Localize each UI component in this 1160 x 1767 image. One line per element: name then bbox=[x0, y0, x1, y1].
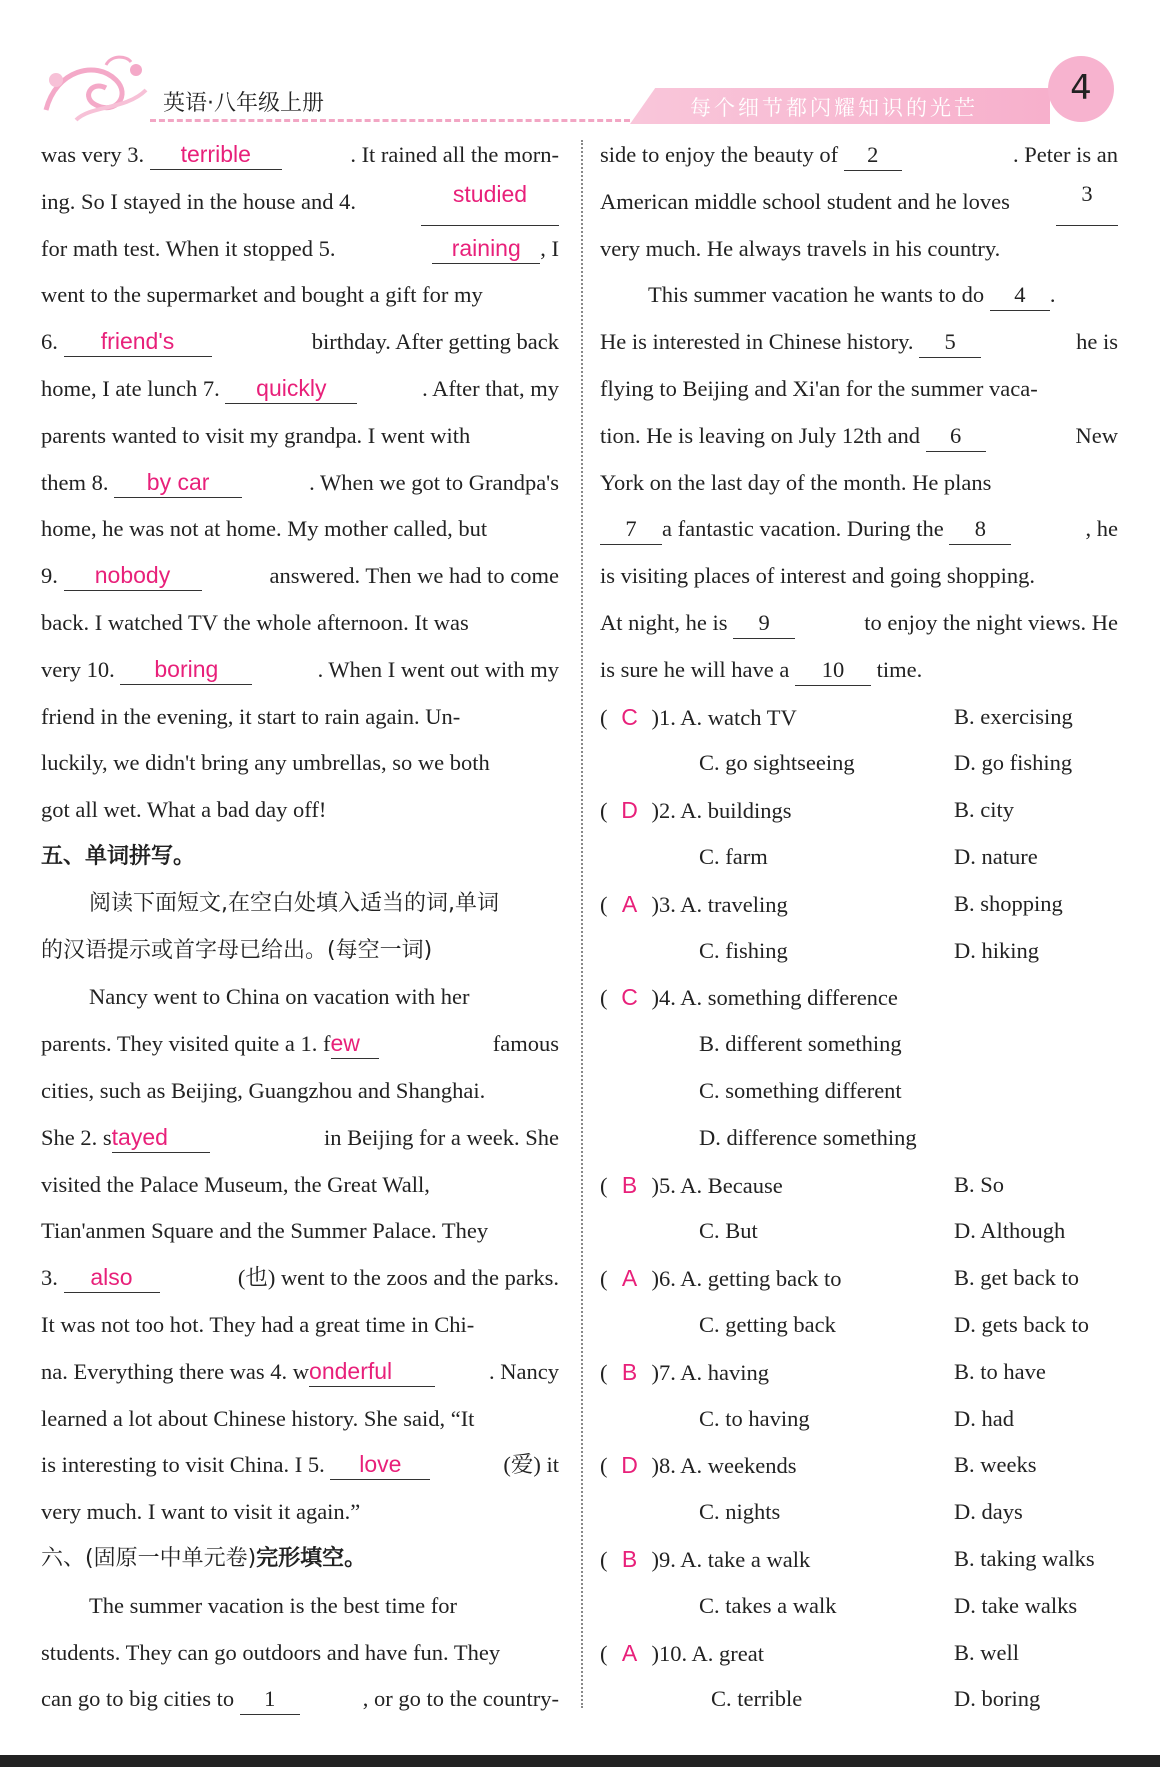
option-c: C. fishing bbox=[699, 937, 788, 963]
cloze-blank-8: 8 bbox=[949, 514, 1011, 545]
text-line: na. Everything there was 4. wonderful . Nancy bbox=[41, 1349, 559, 1396]
question-option-row bbox=[600, 1115, 1118, 1162]
text-line: was very 3. terrible . It rained all the morn- bbox=[41, 132, 559, 179]
close-paren: ) bbox=[651, 704, 659, 730]
option-c: C. farm bbox=[699, 843, 768, 869]
cloze-blank-7: 7 bbox=[600, 514, 662, 545]
option-a: A. Because bbox=[680, 1172, 783, 1198]
option-d: D. days bbox=[954, 1499, 1023, 1525]
text-line: back. I watched TV the whole afternoon. It was bbox=[41, 609, 469, 635]
option-a: A. take a walk bbox=[680, 1546, 811, 1572]
column-divider bbox=[581, 140, 583, 1708]
spelling-answer-3: also bbox=[64, 1262, 160, 1293]
question-number: 9. bbox=[659, 1546, 676, 1572]
question-answer: D bbox=[621, 1452, 638, 1479]
question-number: 7. bbox=[659, 1359, 676, 1385]
text-line: 9. nobody answered. Then we had to come bbox=[41, 553, 559, 600]
option-c: C. nights bbox=[699, 1499, 781, 1525]
close-paren: ) bbox=[651, 1453, 659, 1479]
question-option-row bbox=[600, 928, 1118, 975]
spelling-answer-4: onderful bbox=[309, 1356, 435, 1387]
text-line: is interesting to visit China. I 5. love (爱) it bbox=[41, 1442, 559, 1489]
question-answer: A bbox=[621, 1639, 638, 1666]
option-d: D. boring bbox=[954, 1686, 1041, 1712]
close-paren: ) bbox=[651, 1266, 659, 1292]
question-answer: B bbox=[621, 1171, 638, 1198]
text-line: very 10. boring . When I went out with my bbox=[41, 647, 559, 694]
option-b: B. shopping bbox=[954, 890, 1063, 916]
question-option-row bbox=[600, 1302, 1118, 1349]
option-a: A. buildings bbox=[680, 798, 792, 824]
open-paren: ( bbox=[600, 1640, 608, 1666]
option-a: A. getting back to bbox=[680, 1266, 842, 1292]
answer-blank-8: by car bbox=[114, 467, 242, 498]
option-d: D. difference something bbox=[699, 1124, 917, 1150]
text-line: American middle school student and he loves 3 bbox=[600, 179, 1118, 226]
answer-blank-6: friend's bbox=[64, 326, 212, 357]
question-row bbox=[600, 787, 1118, 834]
text-line: 7 a fantastic vacation. During the 8 , he bbox=[600, 506, 1118, 553]
answer-blank-4: studied bbox=[421, 179, 559, 226]
text-line: luckily, we didn't bring any umbrellas, so we both bbox=[41, 750, 490, 776]
option-a: A. having bbox=[680, 1359, 770, 1385]
text-line: It was not too hot. They had a great time in Chi- bbox=[41, 1311, 475, 1337]
question-option-row bbox=[600, 1583, 1118, 1630]
text-line: can go to big cities to 1 , or go to the country- bbox=[41, 1676, 559, 1723]
text-line: very much. I want to visit it again.” bbox=[41, 1499, 361, 1525]
text-line: learned a lot about Chinese history. She said, “It bbox=[41, 1405, 475, 1431]
answer-blank-5: raining bbox=[432, 233, 540, 264]
option-b: B. taking walks bbox=[954, 1545, 1095, 1571]
cloze-blank-3: 3 bbox=[1056, 179, 1118, 226]
option-c: C. getting back bbox=[699, 1311, 836, 1337]
text-line: home, he was not at home. My mother called, but bbox=[41, 516, 488, 542]
cloze-blank-6: 6 bbox=[926, 421, 986, 452]
text-line: them 8. by car . When we got to Grandpa's bbox=[41, 460, 559, 507]
question-answer: B bbox=[621, 1358, 638, 1385]
option-c: C. takes a walk bbox=[699, 1592, 837, 1618]
option-a: A. traveling bbox=[680, 891, 788, 917]
close-paren: ) bbox=[651, 1359, 659, 1385]
answer-blank-10: boring bbox=[120, 654, 252, 685]
close-paren: ) bbox=[651, 798, 659, 824]
page-header bbox=[0, 0, 1160, 135]
option-d: D. nature bbox=[954, 843, 1038, 869]
close-paren: ) bbox=[651, 985, 659, 1011]
open-paren: ( bbox=[600, 1546, 608, 1572]
option-d: D. hiking bbox=[954, 937, 1040, 963]
option-b: B. get back to bbox=[954, 1265, 1079, 1291]
spelling-answer-1: ew bbox=[331, 1028, 379, 1059]
text-line: for math test. When it stopped 5. raining , I bbox=[41, 226, 559, 273]
option-b: B. weeks bbox=[954, 1452, 1037, 1478]
text-line: The summer vacation is the best time for bbox=[89, 1592, 458, 1618]
option-b: B. to have bbox=[954, 1358, 1046, 1384]
answer-blank-3: terrible bbox=[150, 139, 282, 170]
question-row bbox=[600, 1536, 1118, 1583]
question-number: 4. bbox=[659, 985, 676, 1011]
close-paren: ) bbox=[651, 1640, 659, 1666]
text-line: home, I ate lunch 7. quickly . After that, my bbox=[41, 366, 559, 413]
text-line: ing. So I stayed in the house and 4. studied bbox=[41, 179, 559, 226]
text-line: got all wet. What a bad day off! bbox=[41, 797, 327, 823]
text-line: is sure he will have a 10 time. bbox=[600, 647, 1118, 694]
option-a: A. weekends bbox=[680, 1453, 797, 1479]
close-paren: ) bbox=[651, 1546, 659, 1572]
book-subject: 英语·八年级上册 bbox=[163, 91, 324, 116]
option-a: A. something difference bbox=[680, 985, 898, 1011]
question-number: 2. bbox=[659, 798, 676, 824]
text-line: 3. also (也) went to the zoos and the parks. bbox=[41, 1255, 559, 1302]
text-line: parents. They visited quite a 1. few famous bbox=[41, 1021, 559, 1068]
question-number: 5. bbox=[659, 1172, 676, 1198]
text-line: side to enjoy the beauty of 2 . Peter is an bbox=[600, 132, 1118, 179]
floral-flourish-icon bbox=[36, 50, 156, 128]
open-paren: ( bbox=[600, 985, 608, 1011]
question-option-row bbox=[600, 740, 1118, 787]
option-d: D. gets back to bbox=[954, 1311, 1089, 1337]
text-line: students. They can go outdoors and have fun. They bbox=[41, 1639, 501, 1665]
spelling-answer-2: tayed bbox=[112, 1122, 210, 1153]
text-line: Tian'anmen Square and the Summer Palace. They bbox=[41, 1218, 489, 1244]
option-b: B. well bbox=[954, 1639, 1019, 1665]
text-line: cities, such as Beijing, Guangzhou and Shanghai. bbox=[41, 1077, 486, 1103]
option-c: C. something different bbox=[699, 1077, 902, 1103]
option-d: D. had bbox=[954, 1405, 1014, 1431]
answer-blank-9: nobody bbox=[64, 560, 202, 591]
question-row bbox=[600, 1162, 1118, 1209]
open-paren: ( bbox=[600, 1359, 608, 1385]
question-answer: B bbox=[621, 1545, 638, 1572]
header-dashed-line bbox=[150, 119, 630, 122]
option-b: B. different something bbox=[699, 1031, 902, 1057]
open-paren: ( bbox=[600, 1453, 608, 1479]
text-line: He is interested in Chinese history. 5 he is bbox=[600, 319, 1118, 366]
question-option-row bbox=[600, 1021, 1118, 1068]
option-d: D. go fishing bbox=[954, 750, 1073, 776]
question-option-row bbox=[600, 1676, 1118, 1723]
question-row bbox=[600, 1255, 1118, 1302]
question-number: 3. bbox=[659, 891, 676, 917]
right-column bbox=[600, 132, 1118, 1723]
text-line: Nancy went to China on vacation with her bbox=[89, 984, 470, 1010]
text-line: is visiting places of interest and going shopping. bbox=[600, 563, 1035, 589]
option-d: D. take walks bbox=[954, 1592, 1078, 1618]
question-row bbox=[600, 1630, 1118, 1677]
cloze-blank-9: 9 bbox=[733, 608, 795, 639]
cloze-blank-1: 1 bbox=[240, 1684, 300, 1715]
section-5-instruction: 阅读下面短文,在空白处填入适当的词,单词 bbox=[89, 890, 499, 916]
text-line: parents wanted to visit my grandpa. I went with bbox=[41, 422, 471, 448]
text-line: flying to Beijing and Xi'an for the summer vaca- bbox=[600, 375, 1038, 401]
question-row bbox=[600, 974, 1118, 1021]
text-line: visited the Palace Museum, the Great Wall, bbox=[41, 1171, 430, 1197]
cloze-blank-5: 5 bbox=[919, 327, 981, 358]
question-row bbox=[600, 1442, 1118, 1489]
text-line: At night, he is 9 to enjoy the night views. He bbox=[600, 600, 1118, 647]
question-number: 6. bbox=[659, 1266, 676, 1292]
text-line: She 2. stayed in Beijing for a week. She bbox=[41, 1115, 559, 1162]
question-number: 1. bbox=[659, 704, 676, 730]
option-c: C. But bbox=[699, 1218, 758, 1244]
text-line: friend in the evening, it start to rain again. Un- bbox=[41, 703, 461, 729]
close-paren: ) bbox=[651, 1172, 659, 1198]
question-row bbox=[600, 1349, 1118, 1396]
question-answer: D bbox=[621, 797, 638, 824]
text-line: 6. friend's birthday. After getting back bbox=[41, 319, 559, 366]
cloze-blank-10: 10 bbox=[795, 655, 871, 686]
cloze-blank-4: 4 bbox=[990, 280, 1050, 311]
open-paren: ( bbox=[600, 1266, 608, 1292]
spelling-answer-5: love bbox=[330, 1449, 430, 1480]
question-answer: A bbox=[621, 1265, 638, 1292]
question-option-row bbox=[600, 1396, 1118, 1443]
option-c: C. go sightseeing bbox=[699, 750, 855, 776]
open-paren: ( bbox=[600, 1172, 608, 1198]
option-c: C. to having bbox=[699, 1405, 810, 1431]
question-option-row bbox=[600, 834, 1118, 881]
close-paren: ) bbox=[651, 891, 659, 917]
question-option-row bbox=[600, 1068, 1118, 1115]
option-a: A. great bbox=[691, 1640, 764, 1666]
open-paren: ( bbox=[600, 798, 608, 824]
question-row bbox=[600, 881, 1118, 928]
section-5-title: 五、单词拼写。 bbox=[41, 843, 196, 869]
option-d: D. Although bbox=[954, 1218, 1066, 1244]
page-number: 4 bbox=[1048, 56, 1114, 122]
option-b: B. So bbox=[954, 1171, 1005, 1197]
cloze-blank-2: 2 bbox=[844, 140, 902, 171]
text-line: very much. He always travels in his country. bbox=[600, 235, 1001, 261]
text-line: This summer vacation he wants to do 4 . bbox=[600, 272, 1118, 319]
text-line: tion. He is leaving on July 12th and 6 New bbox=[600, 413, 1118, 460]
question-option-row bbox=[600, 1208, 1118, 1255]
bottom-edge bbox=[0, 1755, 1160, 1767]
section-5-instruction: 的汉语提示或首字母已给出。(每空一词) bbox=[41, 937, 433, 963]
section-6-title: 六、(固原一中单元卷)完形填空。 bbox=[41, 1545, 367, 1571]
question-row bbox=[600, 694, 1118, 741]
motto-text: 每个细节都闪耀知识的光芒 bbox=[690, 96, 978, 120]
answer-blank-7: quickly bbox=[225, 373, 357, 404]
question-number: 8. bbox=[659, 1453, 676, 1479]
left-column bbox=[41, 132, 559, 1723]
option-c: C. terrible bbox=[711, 1686, 803, 1712]
question-number: 10. bbox=[659, 1640, 688, 1666]
text-line: went to the supermarket and bought a gift for my bbox=[41, 282, 483, 308]
text-line: York on the last day of the month. He plans bbox=[600, 469, 992, 495]
open-paren: ( bbox=[600, 891, 608, 917]
question-answer: C bbox=[621, 703, 638, 730]
question-option-row bbox=[600, 1489, 1118, 1536]
question-answer: A bbox=[621, 890, 638, 917]
open-paren: ( bbox=[600, 704, 608, 730]
option-b: B. exercising bbox=[954, 703, 1073, 729]
option-b: B. city bbox=[954, 797, 1014, 823]
question-answer: C bbox=[621, 984, 638, 1011]
option-a: A. watch TV bbox=[680, 704, 797, 730]
question-list bbox=[600, 694, 1118, 1724]
